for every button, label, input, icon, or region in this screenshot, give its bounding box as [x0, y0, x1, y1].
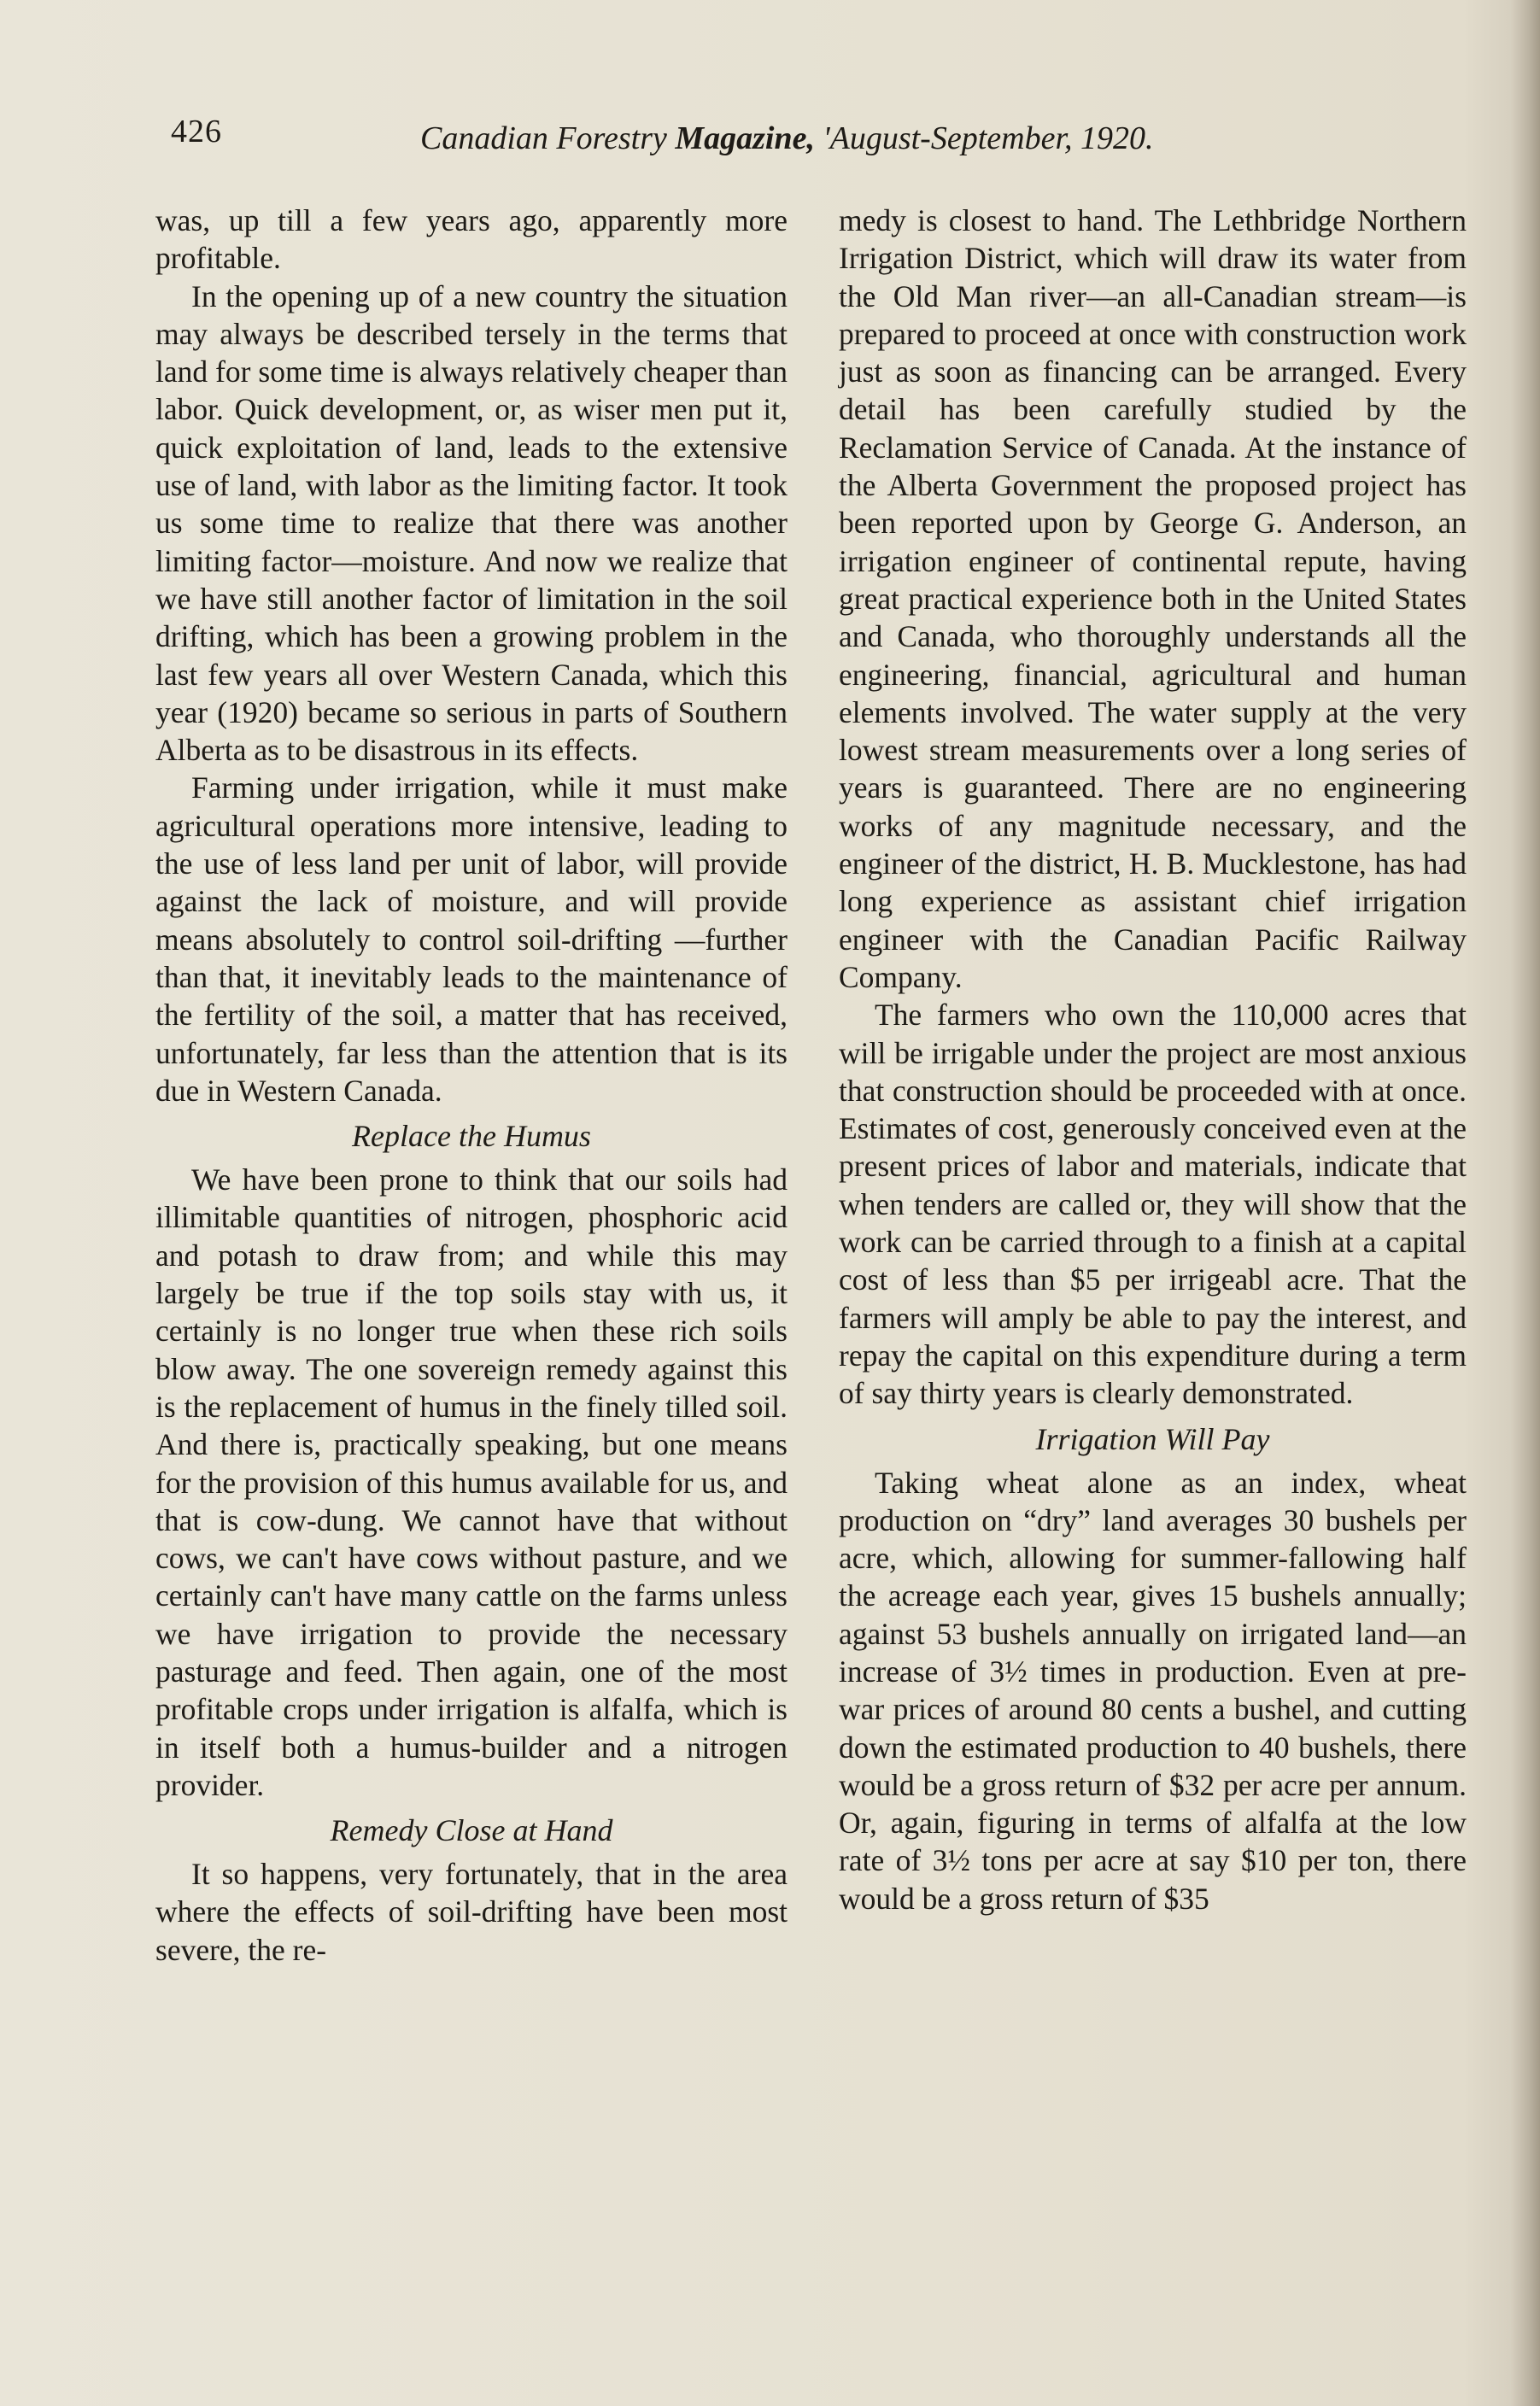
- magazine-word: Magazine,: [675, 120, 815, 156]
- section-heading: Remedy Close at Hand: [330, 1813, 613, 1848]
- page-number: 426: [171, 114, 222, 149]
- section-heading: Irrigation Will Pay: [1035, 1421, 1270, 1456]
- paragraph: We have been prone to think that our soils had illimitable quantities of nitrogen, phosphoric acid and potash to draw from; and while this may largely be true if the top soils stay with us, it certainly is no longer true when these rich soils blow away. The one sovereign remedy against this is the replacement of humus in the finely tilled soil. And there is, practically speaking, but one means for the provision of this humus available for us, and that is cow-dung. We cannot have that without cows, we can't have cows without pasture, and we certainly can't have many cattle on the farms unless we have irrigation to provide the necessary pasturage and feed. Then again, one of the most profitable crops under irrigation is alfalfa, which is in itself both a humus-builder and a nitrogen provider.: [155, 1162, 788, 1802]
- issue-date: 'August-September, 1920.: [823, 120, 1154, 156]
- paragraph: Taking wheat alone as an index, wheat production on “dry” land averages 30 bushels per acre, which, allowing for summer-fallowing half the acreage each year, gives 15 bushels annually; against 53 bushels annually on irrigated land—an increase of 3½ times in production. Even at pre-war prices of around 80 cents a bushel, and cutting down the estimated production to 40 bushels, there would be a gross return of $32 per acre per annum. Or, again, figuring in terms of alfalfa at the low rate of 3½ tons per acre at say $10 per ton, there would be a gross return of $35: [839, 1465, 1467, 1916]
- paragraph: The farmers who own the 110,000 acres that will be irrigable under the project are most anxious that construction should be proceeded with at once. Estimates of cost, generously conceived even at the present prices of labor and materials, indicate that when tenders are called or, they will show that the work can be carried through to a finish at a capital cost of less than $5 per irrigeabl acre. That the farmers will amply be able to pay the interest, and repay the capital on this expenditure during a term of say thirty years is clearly demonstrated.: [839, 998, 1467, 1411]
- section-heading: Replace the Humus: [352, 1119, 591, 1154]
- page-edge: [1511, 0, 1540, 2406]
- paragraph: It so happens, very fortunately, that in the area where the effects of soil-drifting have been most severe, the re-: [155, 1857, 788, 1967]
- paragraph: was, up till a few years ago, apparently more profitable.: [155, 203, 788, 276]
- paragraph: medy is closest to hand. The Lethbridge Northern Irrigation District, which will draw its water from the Old Man river—an all-Canadian stream—is prepared to proceed at once with construction work just as soon as financing can be arranged. Every detail has been carefully studied by the Reclamation Service of Canada. At the instance of the Alberta Government the proposed project has been reported upon by George G. Anderson, an irrigation engineer of continental repute, having great practical experience both in the United States and Canada, who thoroughly understands all the engineering, financial, agricultural and human elements involved. The water supply at the very lowest stream measurements over a long series of years is guaranteed. There are no engineering works of any magnitude necessary, and the engineer of the district, H. B. Mucklestone, has had long experience as assistant chief irrigation engineer with the Canadian Pacific Railway Company.: [839, 203, 1467, 994]
- right-column: [839, 202, 1467, 1917]
- paragraph: Farming under irrigation, while it must make agricultural operations more intensive, leading to the use of less land per unit of labor, will provide against the lack of moisture, and will provide means absolutely to control soil-drifting —further than that, it inevitably leads to the maintenance of the fertility of the soil, a matter that has received, unfortunately, far less than the attention that is its due in Western Canada.: [155, 770, 788, 1108]
- left-column: [155, 202, 788, 1969]
- paragraph: In the opening up of a new country the situation may always be described tersely in the terms that land for some time is always relatively cheaper than labor. Quick development, or, as wiser men put it, quick exploitation of land, leads to the extensive use of land, with labor as the limiting factor. It took us some time to realize that there was another limiting factor—moisture. And now we realize that we have still another factor of limitation in the soil drifting, which has been a growing problem in the last few years all over Western Canada, which this year (1920) became so serious in parts of Southern Alberta as to be disastrous in its effects.: [155, 278, 788, 768]
- running-header: [171, 113, 1324, 164]
- running-title: [420, 120, 1154, 157]
- magazine-name: Canadian Forestry: [420, 120, 667, 156]
